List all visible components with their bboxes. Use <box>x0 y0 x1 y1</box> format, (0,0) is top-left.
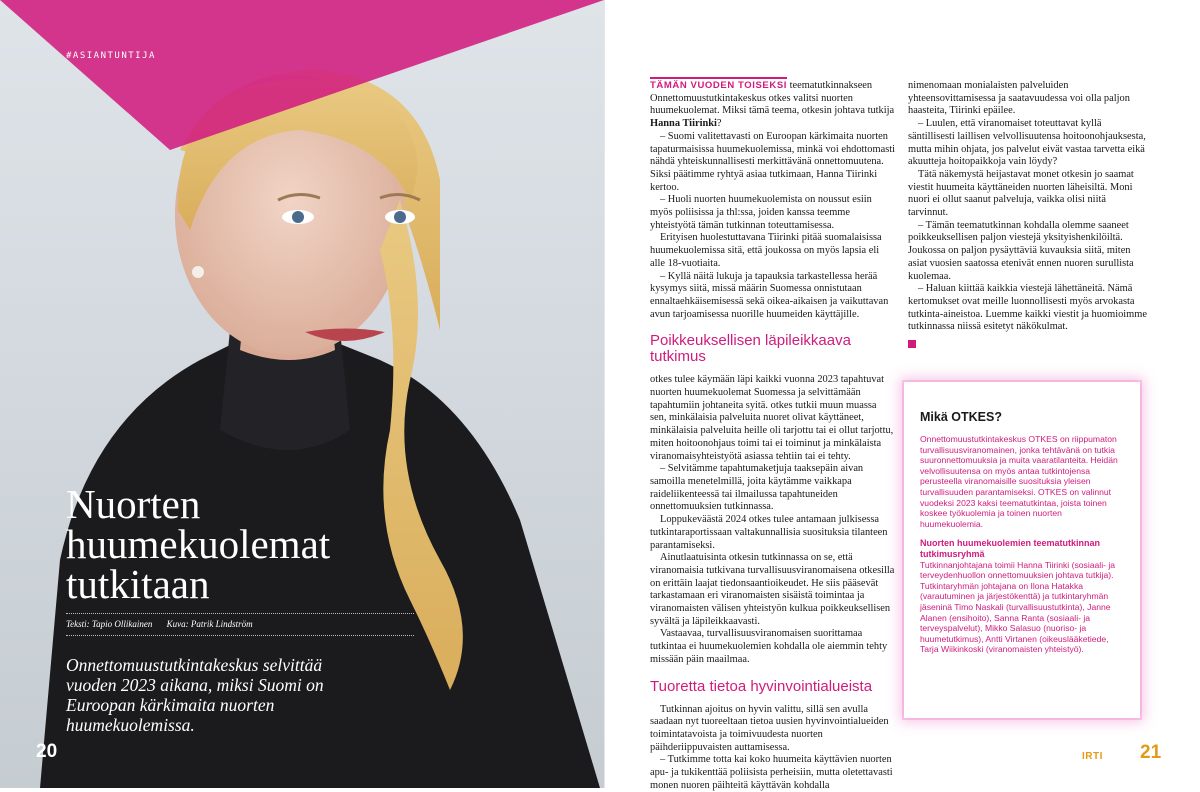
credits <box>66 619 265 629</box>
info-box-title: Mikä OTKES? <box>920 410 1002 424</box>
divider <box>66 635 414 636</box>
lead-in-caps: TÄMÄN VUODEN TOISEKSI <box>650 77 787 91</box>
paragraph: Erityisen huolestuttavana Tiirinki pitää suomalaisissa huumekuolemissa sitä, että joukossa on myös lapsia eli alle 18-vuotiaita. <box>650 232 882 269</box>
info-box <box>904 382 1140 718</box>
paragraph: – Tutkimme totta kai koko huumeita käyttävien nuorten apu- ja tukikenttää poliisista perheisiin, mutta oletettavasti monen nuoren päihteitä käyttävän kohdalla <box>650 754 893 791</box>
gutter <box>604 0 605 788</box>
paragraph: Tätä näkemystä heijastavat monet otkesin jo saamat viestit huumeita käyttäneiden nuorten läheisiltä. Moni nuori ei ollut saanut palveluja, vaikka olisi niitä tarvinnut. <box>908 168 1134 219</box>
headline-line: tutkitaan <box>66 561 210 607</box>
paragraph: Loppukeväästä 2024 otkes tulee antamaan julkisessa tutkintaraportissaan valtakunnallisia suosituksia tilanteen parantamiseksi. <box>650 514 888 551</box>
headline-line: huumekuolemat <box>66 521 331 567</box>
paragraph: teematutkinnakseen Onnettomuustutkintakeskus otkes valitsi nuorten huumekuolemat. Miksi tämä teema, otkesin johtava tutkija <box>650 80 895 117</box>
expert-name: Hanna Tiirinki <box>650 118 717 130</box>
info-paragraph: Onnettomuustutkintakeskus OTKES on riippumaton turvallisuusviranomainen, jonka tehtävänä on tutkia suuronnettomuuksia ja muita vaaratilanteita. Heidän velvollisuutensa on myös antaa tutkintojensa perusteella viranomaisille suosituksia yleisen turvallisuuden parantamiseksi. OTKES on valinnut vuodeksi 2023 kaksi teematutkintaa, joista toinen koskee työkuolemia ja toinen nuorten huumekuolemia. <box>920 434 1118 529</box>
magazine-name: IRTI <box>1082 751 1103 762</box>
paragraph: otkes tulee käymään läpi kaikki vuonna 2023 tapahtuvat nuorten huumekuolemat Suomessa ja selvittämään tapahtumiin johtaneita syitä. otkes tutkii muun muassa sen, minkälaisia palveluita nuoret olivat käyttäneet, minkälaisia palveluita heille oli tarjottu tai ei ollut tarjottu, miten hoitoonohjaus toimi tai ei toiminut ja minkälaista viranomaisyhteistyötä asiassa tehtiin tai ei tehty. <box>650 374 894 462</box>
subheading: Poikkeuksellisen läpileikkaava tutkimus <box>650 332 851 366</box>
paragraph: – Luulen, että viranomaiset toteuttavat kyllä säntillisesti laillisen velvollisuutensa hoitoonohjauksesta, mutta mihin ohjata, jos palvelut eivät vastaa tarvetta eikä akuutteja hoitopaikkoja vain löydy? <box>908 118 1146 168</box>
text-column-1 <box>650 80 895 792</box>
paragraph-end: ? <box>716 118 722 130</box>
photo-credit: Kuva: Patrik Lindström <box>166 619 253 629</box>
page-number-left: 20 <box>36 741 58 762</box>
paragraph: Ainutlaatuisinta otkesin tutkinnassa on se, että viranomaisia tutkivana turvallisuusviranomaisena otkesilla on erittäin laajat tiedonsaantioikeudet. He siis pääsevät tarkastamaan eri viranomaisten sisäistä toimintaa ja viranomaisten välisen yhteistyön kulkua poikkeuksellisen syvältä ja läpileikkaavasti. <box>650 552 895 627</box>
section-tag: #ASIANTUNTIJA <box>66 51 156 61</box>
headline <box>66 481 366 607</box>
text-column-2 <box>908 80 1148 353</box>
paragraph: – Huoli nuorten huumekuolemista on noussut esiin myös poliisissa ja thl:ssa, joiden kanssa teemme yhteistyötä tämän tutkinnan toteuttamisessa. <box>650 194 872 231</box>
info-paragraph: Tutkinnanjohtajana toimii Hanna Tiirinki (sosiaali- ja terveydenhuollon onnettomuuksien johtava tutkija). Tutkintaryhmän johtajana on Ilona Hatakka (varautuminen ja järjestökenttä) ja tutkintaryhmän jäseninä Timo Naskali (turvallisuustutkinta), Janne Alanen (ensihoito), Sanna Ranta (sosiaali- ja terveyspalvelut), Mikko Salasuo (nuoriso- ja huumetutkimus), Antti Virtanen (oikeuslääketiede, Tarja Wiikinkoski (viranomaisten yhteistyö). <box>920 559 1116 655</box>
subheading: Tuoretta tietoa hyvinvointialueista <box>650 677 873 695</box>
info-box-body <box>920 434 1126 655</box>
paragraph: – Selvitämme tapahtumaketjuja taaksepäin aivan samoilla menetelmillä, joita käytämme vaikkapa raideliikenteessä tai ilmailussa tapahtuneiden onnettomuuksien tutkinnassa. <box>650 463 864 513</box>
end-mark-square <box>908 340 916 348</box>
paragraph: – Tämän teematutkinnan kohdalla olemme saaneet poikkeuksellisen paljon viestejä yksityishenkilöiltä. Joukossa on paljon pysäyttäviä kuvauksia siitä, miten asiat vuosien saatossa etenivät ennen nuoren surullista kuolemaa. <box>908 219 1134 282</box>
paragraph: Tutkinnan ajoitus on hyvin valittu, sillä sen avulla saadaan nyt tuoreeltaan tietoa uusien hyvinvointialueiden toimintatavoista ja toimivuudesta nuorten päihderiippuvaisten auttamisessa. <box>650 703 889 753</box>
info-subtitle: Nuorten huumekuolemien teematutkinnan tutkimusryhmä <box>920 538 1101 559</box>
paragraph: – Suomi valitettavasti on Euroopan kärkimaita nuorten tapaturmaisissa huumekuolemissa, minkä voi ehdottomasti nähdä yhteiskunnallisesti merkittävänä onnettomuutena. Siksi päätimme ryhtyä asiaa tutkimaan, Hanna Tiirinki kertoo. <box>650 130 896 193</box>
lead-paragraph: Onnettomuustutkintakeskus selvittää vuoden 2023 aikana, miksi Suomi on Euroopan kärkimaita nuorten huumekuolemissa. <box>66 655 324 735</box>
page-number-right: 21 <box>1140 742 1162 763</box>
divider <box>66 613 414 614</box>
text-credit: Teksti: Tapio Ollikainen <box>66 619 153 629</box>
paragraph: – Kyllä näitä lukuja ja tapauksia tarkastellessa herää kysymys siitä, missä määrin Suomessa onnistutaan ennaltaehkäisemisessä sekä oikea-aikaisen ja vaikuttavan avun tarjoamisessa nuorille huumeiden käyttäjille. <box>650 270 889 320</box>
paragraph: – Haluan kiittää kaikkia viestejä lähettäneitä. Nämä kertomukset ovat meille luonnollisesti myös arvokasta tutkinta-aineistoa. Luemme kaikki viestit ja huomioimme tutkinnassa niissä esitetyt näkökulmat. <box>908 283 1147 333</box>
headline-line: Nuorten <box>66 481 201 527</box>
paragraph: Vastaavaa, turvallisuusviranomaisen suorittamaa tutkintaa ei huumekuolemien kohdalla ole aiemmin tehty missään päin maailmaa. <box>650 628 888 665</box>
paragraph: nimenomaan monialaisten palveluiden yhteensovittamisessa ja saatavuudessa voi olla paljon haasteita, Tiirinki epäilee. <box>908 80 1130 117</box>
